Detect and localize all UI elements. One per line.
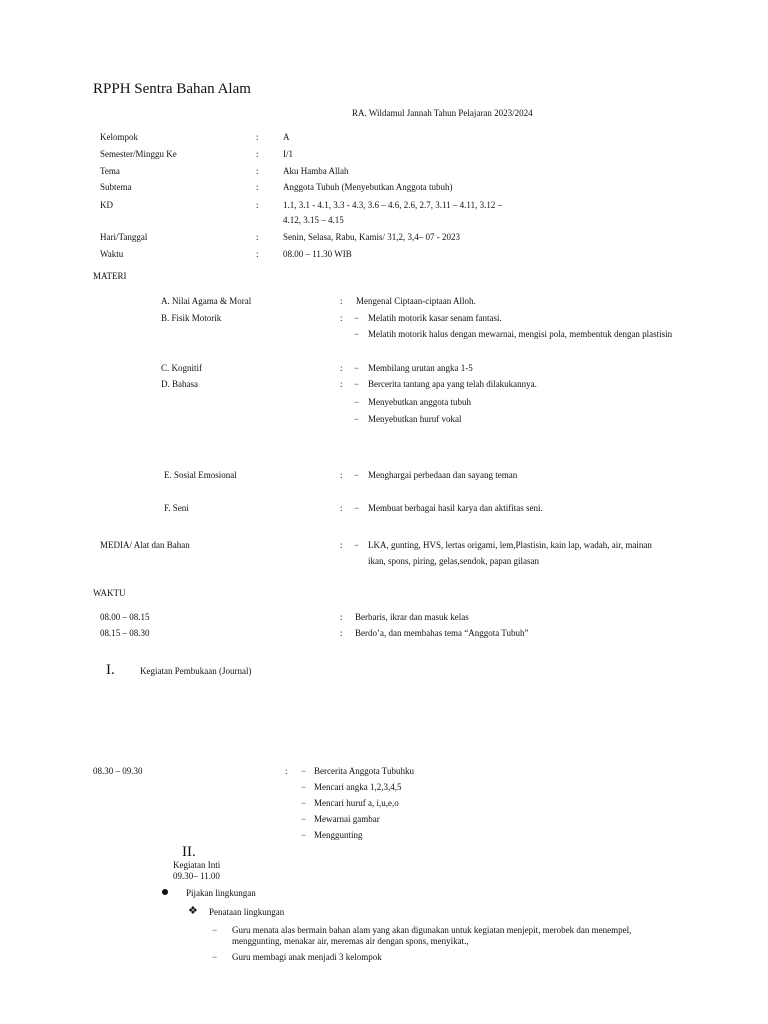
activity-point: Guru membagi anak menjadi 3 kelompok xyxy=(232,952,382,962)
materi-label: D. Bahasa xyxy=(161,379,198,389)
section-title: Kegiatan Pembukaan (Journal) xyxy=(140,666,252,676)
dash-bullet-icon: − xyxy=(354,379,360,389)
page-title: RPPH Sentra Bahan Alam xyxy=(93,81,251,97)
dash-bullet-icon: − xyxy=(301,782,307,792)
materi-sep: : xyxy=(340,296,343,306)
identity-sep: : xyxy=(256,232,259,242)
identity-value-continued: 4.12, 3.15 – 4.15 xyxy=(283,215,344,225)
identity-value: Aku Hamba Allah xyxy=(283,166,349,176)
materi-label: C. Kognitif xyxy=(161,363,203,373)
section-title: Kegiatan Inti xyxy=(173,860,221,870)
materi-sep: : xyxy=(340,363,343,373)
materi-point: Membuat berbagai hasil karya dan aktifitas seni. xyxy=(368,503,543,513)
activity-point: Bercerita Anggota Tubuhku xyxy=(314,766,414,776)
dash-bullet-icon: − xyxy=(354,397,360,407)
materi-point: Bercerita tantang apa yang telah dilakukannya. xyxy=(368,379,537,389)
dash-bullet-icon: − xyxy=(354,363,360,373)
dash-bullet-icon: − xyxy=(354,313,360,323)
dash-bullet-icon: − xyxy=(212,952,218,962)
waktu-activity: Berdo’a, dan membahas tema “Anggota Tubuh” xyxy=(355,628,529,638)
dash-bullet-icon: − xyxy=(301,798,307,808)
identity-sep: : xyxy=(256,249,259,259)
dash-bullet-icon: − xyxy=(354,414,360,424)
identity-value: Senin, Selasa, Rabu, Kamis/ 31,2, 3,4– 07 - 2023 xyxy=(283,232,460,242)
waktu-time: 08.15 – 08.30 xyxy=(100,628,150,638)
materi-sep: : xyxy=(340,503,343,513)
materi-label: A. Nilai Agama & Moral xyxy=(161,296,252,306)
dash-bullet-icon: − xyxy=(301,766,307,776)
materi-point: Menyebutkan anggota tubuh xyxy=(368,397,471,407)
activity-point: Mencari angka 1,2,3,4,5 xyxy=(314,782,402,792)
identity-sep: : xyxy=(256,166,259,176)
identity-sep: : xyxy=(256,182,259,192)
identity-label: Semester/Minggu Ke xyxy=(100,149,177,159)
materi-label: B. Fisik Motorik xyxy=(161,313,222,323)
identity-label: KD xyxy=(100,200,113,210)
dash-bullet-icon: − xyxy=(354,329,360,339)
materi-label: F. Seni xyxy=(164,503,189,513)
activity-point: Mewarnai gambar xyxy=(314,814,380,824)
dash-bullet-icon: − xyxy=(354,503,360,513)
identity-sep: : xyxy=(256,149,259,159)
waktu-sep: : xyxy=(340,612,343,622)
bullet-dot-icon xyxy=(162,889,168,895)
dash-bullet-icon: − xyxy=(212,925,218,935)
identity-label: Subtema xyxy=(100,182,132,192)
materi-sep: : xyxy=(340,540,343,550)
dash-bullet-icon: − xyxy=(301,830,307,840)
waktu-time: 08.00 – 08.15 xyxy=(100,612,150,622)
identity-label: Waktu xyxy=(100,249,124,259)
identity-value: 1.1, 3.1 - 4.1, 3.3 - 4.3, 3.6 – 4.6, 2.6, 2.7, 3.11 – 4.11, 3.12 – xyxy=(283,200,503,210)
waktu-sep: : xyxy=(340,628,343,638)
materi-sep: : xyxy=(340,313,343,323)
section-sep: : xyxy=(285,766,288,776)
materi-sep: : xyxy=(340,379,343,389)
activity-point: Guru menata alas bermain bahan alam yang akan digunakan untuk kegiatan menjepit, merobek dan menempel, xyxy=(232,925,632,935)
identity-value: I/1 xyxy=(283,149,293,159)
activity-point-continued: menggunting, menakar air, meremas air dengan spons, menyikat., xyxy=(232,936,469,946)
materi-point: Mengenal Ciptaan-ciptaan Alloh. xyxy=(356,296,476,306)
materi-point: Melatih motorik kasar senam fantasi. xyxy=(368,313,502,323)
materi-point: Melatih motorik halus dengan mewarnai, mengisi pola, membentuk dengan plastisin xyxy=(368,329,673,339)
dash-bullet-icon: − xyxy=(301,814,307,824)
waktu-activity: Berbaris, ikrar dan masuk kelas xyxy=(355,612,469,622)
section-numeral: II. xyxy=(182,844,196,860)
dash-bullet-icon: − xyxy=(354,470,360,480)
materi-point: LKA, gunting, HVS, lertas origami, lem,Plastisin, kain lap, wadah, air, mainan xyxy=(368,540,652,550)
waktu-heading: WAKTU xyxy=(93,588,126,598)
identity-sep: : xyxy=(256,132,259,142)
section-numeral: I. xyxy=(106,662,115,678)
activity-point: Mencari huruf a, i,u,e,o xyxy=(314,798,399,808)
identity-label: Hari/Tanggal xyxy=(100,232,148,242)
materi-label: MEDIA/ Alat dan Bahan xyxy=(100,540,190,550)
dash-bullet-icon: − xyxy=(354,540,360,550)
section-time: 09.30– 11.00 xyxy=(173,871,220,881)
identity-value: 08.00 – 11.30 WIB xyxy=(283,249,352,259)
materi-heading: MATERI xyxy=(93,271,127,281)
sub-item: Penataan lingkungan xyxy=(209,907,285,917)
identity-sep: : xyxy=(256,200,259,210)
materi-sep: : xyxy=(340,470,343,480)
materi-point: Menghargai perbedaan dan sayang teman xyxy=(368,470,518,480)
page-subtitle: RA. Wildamul Jannah Tahun Pelajaran 2023/2024 xyxy=(352,108,533,118)
identity-label: Tema xyxy=(100,166,120,176)
identity-value: A xyxy=(283,132,290,142)
identity-value: Anggota Tubuh (Menyebutkan Anggota tubuh) xyxy=(283,182,453,192)
bullet-item: Pijakan lingkungan xyxy=(186,888,256,898)
activity-point: Menggunting xyxy=(314,830,363,840)
identity-label: Kelompok xyxy=(100,132,138,142)
materi-point: Membilang urutan angka 1-5 xyxy=(368,363,473,373)
diamond-bullet-icon: ❖ xyxy=(188,905,198,917)
materi-point: Menyebutkan huruf vokal xyxy=(368,414,462,424)
materi-point-continued: ikan, spons, piring, gelas,sendok, papan gilasan xyxy=(368,556,539,566)
section-time: 08.30 – 09.30 xyxy=(93,766,143,776)
materi-label: E. Sosial Emosional xyxy=(164,470,237,480)
